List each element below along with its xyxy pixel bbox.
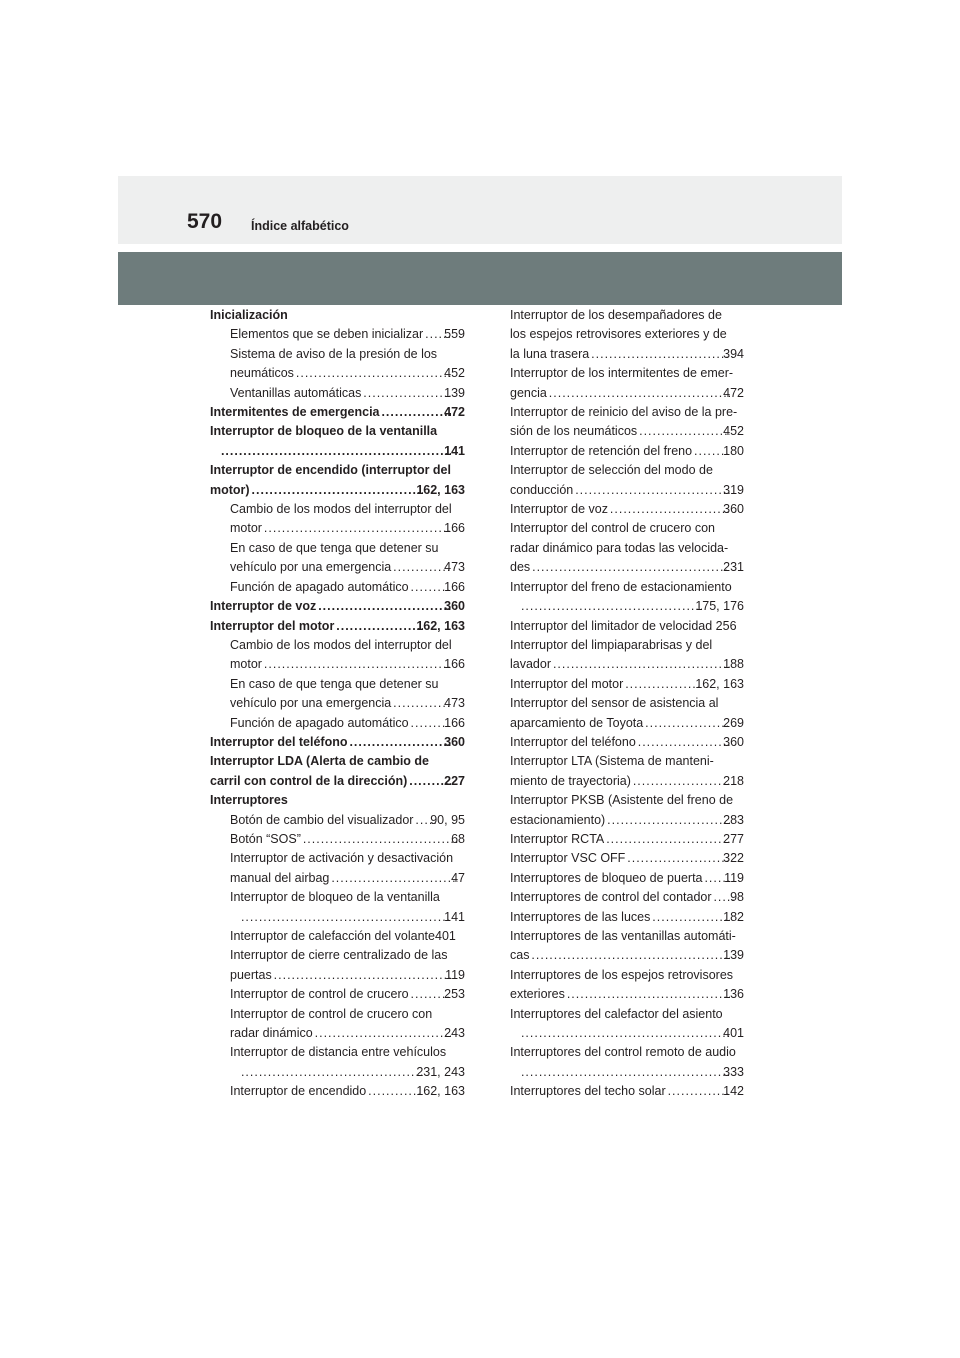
index-entry-page: 141 — [444, 443, 465, 458]
index-entry — [210, 578, 465, 597]
dot-leader — [652, 908, 730, 927]
index-entry-page: 162, 163 — [695, 676, 744, 691]
dot-leader — [264, 655, 451, 674]
index-entry-page-row — [510, 733, 744, 752]
index-entry-page-row — [510, 869, 744, 888]
dot-leader — [606, 830, 730, 849]
index-column-right — [510, 306, 744, 1102]
index-entry — [210, 306, 465, 325]
dot-leader — [296, 364, 451, 383]
index-entry — [210, 849, 465, 888]
index-entry-text: Interruptor del limpiaparabrisas y del — [510, 637, 713, 652]
dot-leader — [393, 694, 451, 713]
index-entry-page-row — [510, 558, 744, 577]
index-entry-text: Intermitentes de emergencia — [210, 405, 380, 420]
index-entry-text: Sistema de aviso de la presión de los — [230, 346, 438, 361]
dot-leader — [315, 1024, 451, 1043]
dot-leader — [252, 481, 424, 500]
index-entry-text: Interruptor del motor — [510, 676, 624, 691]
index-entry — [510, 675, 744, 694]
index-entry-text: cas — [510, 948, 530, 963]
index-entry-text: exteriores — [510, 987, 565, 1002]
index-entry — [510, 733, 744, 752]
dot-leader — [591, 345, 730, 364]
index-entry-page: 333 — [723, 1064, 744, 1079]
index-entry-page: 182 — [723, 909, 744, 924]
index-entry — [210, 403, 465, 422]
index-entry — [210, 539, 465, 578]
index-entry-page-row — [230, 364, 465, 383]
dot-leader — [382, 403, 452, 422]
index-entry-page-row — [230, 694, 465, 713]
index-entry-page: 119 — [445, 967, 465, 982]
index-entry-text: la luna trasera — [510, 346, 590, 361]
index-entry-page-row — [230, 1082, 465, 1101]
index-entry-page-row — [230, 869, 465, 888]
index-entry-text: Interruptor del teléfono — [510, 734, 636, 749]
dot-leader — [638, 733, 730, 752]
index-entry — [210, 597, 465, 616]
index-entry — [210, 636, 465, 675]
dot-leader — [521, 1063, 730, 1082]
index-entry-text: Interruptor RCTA — [510, 831, 605, 846]
index-entry-page: 162, 163 — [416, 1084, 465, 1099]
index-entry — [510, 500, 744, 519]
index-entry-text: Interruptor de distancia entre vehículos — [230, 1045, 447, 1060]
index-entry-page: 141 — [444, 909, 465, 924]
index-entry-page-row — [510, 675, 744, 694]
dot-leader — [668, 1082, 731, 1101]
dot-leader — [645, 714, 730, 733]
index-entry-text: Interruptor de control de crucero — [230, 987, 409, 1002]
index-entry-text: conducción — [510, 482, 574, 497]
index-entry — [510, 519, 744, 577]
index-entry — [210, 384, 465, 403]
index-entry-page-row — [210, 597, 465, 616]
index-entry-text: Interruptor LTA (Sistema de manteni- — [510, 754, 714, 769]
index-entry-text: Interruptor del freno de estacionamiento — [510, 579, 732, 594]
index-entry — [210, 617, 465, 636]
index-entry-text: gencia — [510, 385, 547, 400]
index-entry — [210, 345, 465, 384]
index-entry — [510, 966, 744, 1005]
index-entry-page-row — [230, 519, 465, 538]
index-entry-text: Interruptores de las ventanillas automáti- — [510, 929, 736, 943]
index-entry-text: Interruptor del sensor de asistencia al — [510, 696, 719, 711]
index-entry-page: 166 — [444, 579, 465, 594]
index-entry-text: Interruptores — [210, 793, 288, 808]
index-entry-text: Interruptor de reinicio del aviso de la pre- — [510, 405, 738, 420]
index-entry — [510, 694, 744, 733]
index-entry-text: Interruptor de voz — [510, 502, 608, 517]
index-entry-page-row — [510, 888, 744, 907]
index-entry-page-row — [510, 908, 744, 927]
index-entry — [510, 791, 744, 830]
index-entry-text: Interruptor de activación y desactivación — [230, 851, 454, 866]
index-entry-page-row — [230, 1024, 465, 1043]
index-entry-page: 394 — [723, 346, 744, 361]
index-entry-page-row — [510, 830, 744, 849]
dot-leader — [336, 617, 423, 636]
index-entry — [510, 403, 744, 442]
index-entry-text: Interruptores del techo solar — [510, 1084, 666, 1099]
section-title: Índice alfabético — [251, 219, 349, 233]
index-entry-text: Interruptor de encendido (interruptor del — [210, 463, 451, 478]
index-entry-page-row — [230, 325, 465, 344]
index-entry-page-row — [210, 733, 465, 752]
index-entry-text: Interruptores de bloqueo de puerta — [510, 870, 703, 885]
index-entry-text: Elementos que se deben inicializar — [230, 327, 424, 342]
index-entry-text: Función de apagado automático — [230, 715, 409, 730]
index-entry-page: 227 — [444, 773, 465, 788]
index-entry-text: sión de los neumáticos — [510, 424, 638, 439]
index-entry-page: 253 — [444, 987, 465, 1002]
index-entry-page: 452 — [723, 424, 744, 439]
index-entry-page: 360 — [444, 599, 465, 614]
index-entry — [510, 636, 744, 675]
index-entry-page: 401 — [723, 1026, 744, 1041]
index-entry — [510, 908, 744, 927]
index-entry-page-row — [510, 811, 744, 830]
index-entry-text: estacionamiento) — [510, 812, 606, 827]
index-entry-text: Inicialización — [210, 308, 288, 322]
index-entry-page-row — [510, 384, 744, 403]
index-entry-text: Botón “SOS” — [230, 831, 301, 846]
dot-leader — [241, 1063, 423, 1082]
index-entry-text: Interruptor de control de crucero con — [230, 1006, 433, 1021]
dot-leader — [274, 966, 452, 985]
index-entry-page-row — [510, 985, 744, 1004]
index-entry-page-row — [519, 1024, 744, 1043]
index-entry-text: aparcamiento de Toyota — [510, 715, 644, 730]
index-entry — [210, 985, 465, 1004]
dot-leader — [567, 985, 730, 1004]
index-entry-text: Interruptor de selección del modo de — [510, 463, 713, 478]
index-entry-page-row — [210, 481, 465, 500]
header-band — [118, 176, 842, 244]
index-entry-page-row — [510, 655, 744, 674]
dot-leader — [610, 500, 730, 519]
index-entry-page: 322 — [723, 851, 744, 866]
index-entry-text: Interruptor de los desempañadores de — [510, 308, 722, 322]
index-entry-page-row — [230, 714, 465, 733]
index-entry-page: 139 — [444, 385, 465, 400]
index-entry-text: radar dinámico — [230, 1026, 313, 1041]
index-entry-text: Interruptores del control remoto de audio — [510, 1045, 736, 1060]
index-entry — [510, 752, 744, 791]
index-entry-page-row — [510, 345, 744, 364]
index-entry-text: neumáticos — [230, 366, 294, 381]
dot-leader — [303, 830, 458, 849]
dot-leader — [264, 519, 451, 538]
index-entry — [210, 752, 465, 791]
index-entry-page: 473 — [444, 560, 465, 575]
dot-leader — [639, 422, 730, 441]
dot-leader — [221, 442, 451, 461]
index-entry-page: 162, 163 — [416, 618, 465, 633]
index-entry-page: 319 — [723, 482, 744, 497]
index-entry-page: 166 — [444, 715, 465, 730]
dot-leader — [331, 869, 458, 888]
dot-leader — [553, 655, 730, 674]
index-entry-page-row — [230, 578, 465, 597]
index-entry-page: 472 — [723, 385, 744, 400]
index-entry-text: puertas — [230, 967, 272, 982]
index-entry-page-row — [510, 422, 744, 441]
index-entry-page: 559 — [444, 327, 465, 342]
index-entry-page: 452 — [444, 366, 465, 381]
index-entry — [210, 791, 465, 810]
index-entry-text: des — [510, 560, 531, 575]
index-entry-text: Interruptores de control del contador — [510, 890, 712, 905]
index-entry-page: 119 — [724, 870, 744, 885]
index-entry — [510, 578, 744, 617]
dot-leader — [363, 384, 451, 403]
index-entry — [210, 946, 465, 985]
index-entry-page-row — [510, 714, 744, 733]
index-entry-text: Interruptores de las luces — [510, 909, 651, 924]
dot-leader — [393, 558, 451, 577]
index-entry-text: manual del airbag — [230, 870, 330, 885]
index-entry-page-row — [239, 1063, 465, 1082]
index-entry — [510, 306, 744, 364]
index-entry — [510, 1043, 744, 1082]
index-entry — [210, 675, 465, 714]
dot-leader — [633, 772, 730, 791]
index-entry — [510, 364, 744, 403]
index-entry-text: Interruptor de bloqueo de la ventanilla — [210, 424, 438, 439]
index-entry-text: Interruptor de cierre centralizado de las — [230, 948, 448, 963]
index-entry-page-row — [510, 442, 744, 461]
index-entry-page-row — [519, 597, 744, 616]
index-entry — [510, 888, 744, 907]
dot-leader — [241, 908, 451, 927]
index-entry-page: 90, 95 — [430, 812, 465, 827]
index-entry-page: 231 — [723, 560, 744, 575]
index-entry-text: Interruptor del teléfono — [210, 734, 348, 749]
index-entry-text: carril con control de la dirección) — [210, 773, 408, 788]
index-entry-page-row — [230, 985, 465, 1004]
index-entry-page: 473 — [444, 696, 465, 711]
index-entry-page: 360 — [723, 502, 744, 517]
dot-leader — [625, 675, 702, 694]
index-entry-page: 243 — [444, 1026, 465, 1041]
index-entry — [210, 830, 465, 849]
index-entry — [210, 1005, 465, 1044]
index-entry-text: Interruptor LDA (Alerta de cambio de — [210, 754, 430, 769]
index-entry-text: Interruptor de bloqueo de la ventanilla — [230, 890, 440, 905]
index-entry-text: Interruptor PKSB (Asistente del freno de — [510, 793, 734, 808]
index-entry-page: 472 — [444, 405, 465, 420]
index-entry-text: Interruptor del control de crucero con — [510, 521, 715, 536]
index-entry — [510, 461, 744, 500]
index-entry — [510, 927, 744, 966]
index-entry-page: 166 — [444, 657, 465, 672]
index-entry — [510, 849, 744, 868]
index-entry-text: Cambio de los modos del interruptor del — [230, 502, 452, 517]
index-entry-page-row — [230, 655, 465, 674]
index-entry — [510, 1082, 744, 1101]
dot-leader — [521, 597, 702, 616]
index-entry-text: vehículo por una emergencia — [230, 560, 392, 575]
index-entry-text: Interruptores de los espejos retrovisores — [510, 967, 734, 982]
index-entry-page-row — [210, 772, 465, 791]
page-number: 570 — [187, 210, 223, 233]
index-entry-page-row — [510, 500, 744, 519]
index-entry-page: 136 — [723, 987, 744, 1002]
index-entry — [210, 461, 465, 500]
index-entry-page: 180 — [723, 443, 744, 458]
index-entry-text: Cambio de los modos del interruptor del — [230, 637, 452, 652]
index-entry — [510, 869, 744, 888]
index-entry-page: 269 — [723, 715, 744, 730]
index-entry-page: 188 — [723, 657, 744, 672]
index-entry-page: 139 — [723, 948, 744, 963]
index-entry-page-row — [210, 403, 465, 422]
dot-leader — [350, 733, 452, 752]
index-entry — [210, 1082, 465, 1101]
index-entry-text: Interruptor del motor — [210, 618, 335, 633]
index-entry — [210, 811, 465, 830]
index-entry-page-row — [239, 908, 465, 927]
index-entry-page-row — [230, 811, 465, 830]
index-entry-text: Interruptor de voz — [210, 599, 317, 614]
index-entry-text: En caso de que tenga que detener su — [230, 540, 439, 555]
index-entry-page: 162, 163 — [416, 482, 465, 497]
index-entry — [510, 1005, 744, 1044]
dot-leader — [549, 384, 730, 403]
index-entry-page: 68 — [451, 831, 465, 846]
header-accent-band — [118, 252, 842, 305]
index-entry-page: 47 — [451, 870, 465, 885]
index-entry-text: Interruptor VSC OFF — [510, 851, 626, 866]
dot-leader — [575, 481, 730, 500]
index-entry-page: 231, 243 — [416, 1064, 465, 1079]
index-entry-page-row — [510, 946, 744, 965]
index-entry-page: 142 — [723, 1084, 744, 1099]
index-entry — [210, 888, 465, 927]
index-entry-page: 360 — [444, 734, 465, 749]
index-entry-page-row — [230, 558, 465, 577]
index-entry-page-row — [519, 1063, 744, 1082]
index-entry-text: los espejos retrovisores exteriores y de — [510, 327, 727, 342]
index-entry-text: motor — [230, 657, 262, 672]
index-entry-text: Botón de cambio del visualizador — [230, 812, 414, 827]
index-entry-page: 175, 176 — [695, 599, 744, 614]
index-entry-text: Interruptor de encendido — [230, 1084, 367, 1099]
index-entry-page: 283 — [723, 812, 744, 827]
index-entry-text: vehículo por una emergencia — [230, 696, 392, 711]
dot-leader — [627, 849, 730, 868]
index-entry — [210, 714, 465, 733]
index-entry-page-row — [230, 966, 465, 985]
index-entry-text: Interruptor de retención del freno — [510, 443, 693, 458]
index-entry-text: Función de apagado automático — [230, 579, 409, 594]
index-entry-text: En caso de que tenga que detener su — [230, 676, 439, 691]
index-entry-page: 360 — [723, 734, 744, 749]
index-entry-page: 98 — [730, 890, 744, 905]
dot-leader — [318, 597, 451, 616]
index-entry-page-row — [219, 442, 465, 461]
index-entry-page-row — [510, 1082, 744, 1101]
index-entry-page-row — [510, 849, 744, 868]
dot-leader — [521, 1024, 730, 1043]
index-entry-text: Interruptor de los intermitentes de emer- — [510, 366, 734, 381]
index-entry — [510, 617, 744, 636]
index-entry-page: 277 — [723, 831, 744, 846]
index-entry-text: Interruptor del limitador de velocidad 256 — [510, 618, 737, 633]
dot-leader — [531, 946, 730, 965]
index-entry — [510, 830, 744, 849]
dot-leader — [607, 811, 730, 830]
index-entry — [210, 500, 465, 539]
index-entry-text: miento de trayectoria) — [510, 773, 631, 788]
index-entry-page-row — [510, 772, 744, 791]
index-entry — [510, 442, 744, 461]
index-entry-page-row — [510, 481, 744, 500]
index-entry-page: 166 — [444, 521, 465, 536]
index-column-left — [210, 306, 465, 1102]
index-entry — [210, 927, 465, 946]
index-entry-page-row — [230, 830, 465, 849]
index-entry-text: Ventanillas automáticas — [230, 385, 362, 400]
index-entry — [210, 325, 465, 344]
index-entry-text: motor — [230, 521, 262, 536]
index-entry-page: 218 — [723, 773, 744, 788]
index-entry — [210, 733, 465, 752]
index-entry-text: motor) — [210, 482, 250, 497]
dot-leader — [532, 558, 730, 577]
index-entry-text: lavador — [510, 657, 551, 672]
index-entry-text: Interruptores del calefactor del asiento — [510, 1006, 723, 1021]
index-entry — [210, 422, 465, 461]
index-entry-text: Interruptor de calefacción del volante401 — [230, 929, 456, 943]
index-entry-page-row — [230, 384, 465, 403]
index-entry-text: radar dinámico para todas las velocida- — [510, 540, 729, 555]
index-entry-page-row — [210, 617, 465, 636]
dot-leader — [368, 1082, 423, 1101]
index-entry — [210, 1043, 465, 1082]
